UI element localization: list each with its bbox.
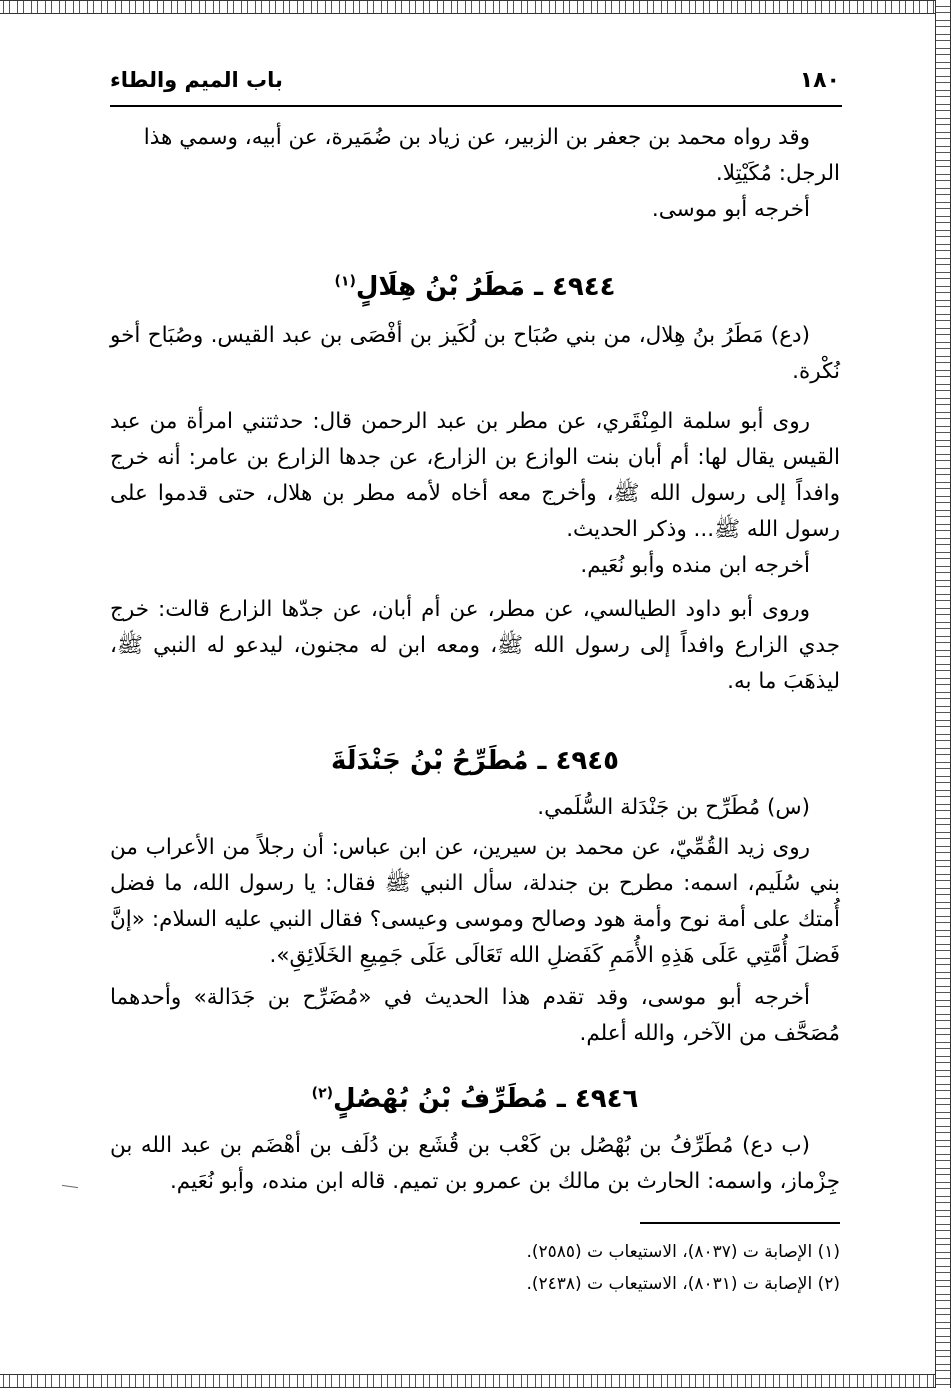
entry-4946-body (110, 1128, 840, 1200)
entry-4946-title: ٤٩٤٦ ـ مُطَرِّفُ بْنُ بُهْصُلٍ (333, 1084, 639, 1114)
entry-4944-para-3: أخرجه ابن منده وأبو نُعَيم. (580, 553, 810, 578)
footnote-rule (640, 1222, 840, 1224)
footnotes (110, 1236, 840, 1300)
intro-line-1: وقد رواه محمد بن جعفر بن الزبير، عن زياد بن ضُمَيرة، عن أبيه، وسمي هذا (143, 125, 810, 150)
entry-4946-para-1: (ب دع) مُطَرِّفُ بن بُهْصُل بن كَعْب بن قُشَع بن دُلَف بن أهْضَم بن عبد الله بن جِزْماز، واسمه: الحارث بن مالك بن عمرو بن تميم. قاله ابن منده، وأبو نُعَيم. (110, 1133, 840, 1194)
entry-4945-title: ٤٩٤٥ ـ مُطَرِّحُ بْنُ جَنْدَلَةَ (331, 746, 619, 776)
entry-4944-para-1: (دع) مَطَرُ بنُ هِلال، من بني صُبَاح بن لُكَيز بن أفْصَى بن عبد القيس. وصُبَاح أخو نُكْرة. (110, 323, 840, 384)
top-ornamental-border (0, 0, 951, 14)
header-rule (110, 105, 842, 107)
footnote-2: (٢) الإصابة ت (٨٠٣١)، الاستيعاب ت (٢٤٣٨). (526, 1274, 840, 1294)
entry-4944-para-4: وروى أبو داود الطيالسي، عن مطر، عن أم أبان، عن جدّها الزارع قالت: خرج جدي الزارع وافداً إلى رسول الله ﷺ، ومعه ابن له مجنون، ليدعو له النبي ﷺ، ليذهَبَ ما به. (110, 597, 840, 694)
entry-4945-para-2: روى زيد القُمِّيّ، عن محمد بن سيرين، عن ابن عباس: أن رجلاً من الأعراب من بني سُلَيم، اسمه: مطرح بن جندلة، سأل النبي ﷺ فقال: يا رسول الله، ما فضل أُمتك على أمة نوح وأمة هود وصالح وموسى وعيسى؟ فقال النبي عليه السلام: «إنَّ فَضلَ أُمَّتِي عَلَى هَذِهِ الأُمَمِ كَفَضلِ الله تَعَالَى عَلَى جَمِيعِ الخَلَائِقِ». (110, 835, 840, 968)
footnote-ref-2: (٢) (311, 1085, 334, 1102)
chapter-title: باب الميم والطاء (110, 68, 283, 92)
intro-line-2: الرجل: مُكَيْتِلا. (715, 161, 840, 186)
entry-4944-title: ٤٩٤٤ ـ مَطَرُ بْنُ هِلَالٍ (355, 272, 616, 302)
entry-4944-heading (110, 272, 840, 302)
intro-line-3: أخرجه أبو موسى. (651, 197, 810, 222)
entry-4944-para-2: روى أبو سلمة المِنْقَري، عن مطر بن عبد الرحمن قال: حدثتني امرأة من عبد القيس يقال لها: أم أبان بنت الوازع بن الزارع، عن جدها الزارع بن عامر: أنه خرج وافداً إلى رسول الله ﷺ، وأخرج معه أخاه لأمه مطر بن هلال، حتى قدموا على رسول الله ﷺ... وذكر الحديث. (110, 409, 840, 542)
footnote-ref-1: (١) (334, 273, 356, 290)
entry-4945-para-3: أخرجه أبو موسى، وقد تقدم هذا الحديث في «مُضَرِّح بن جَدَالة» وأحدهما مُصَحَّف من الآخر، والله أعلم. (110, 985, 840, 1046)
entry-4945-para-1: (س) مُطَرِّح بن جَنْدَلة السُّلَمي. (537, 795, 810, 820)
right-ornamental-border (935, 0, 951, 1388)
intro-block (110, 120, 840, 228)
footnote-1: (١) الإصابة ت (٨٠٣٧)، الاستيعاب ت (٢٥٨٥). (526, 1242, 840, 1262)
page-header (110, 68, 840, 108)
entry-4945-heading (110, 746, 840, 776)
entry-4945-body (110, 790, 840, 1052)
bottom-ornamental-border (0, 1374, 951, 1388)
entry-4944-body (110, 318, 840, 700)
page-number: ١٨٠ (799, 68, 840, 93)
entry-4946-heading (110, 1084, 840, 1114)
